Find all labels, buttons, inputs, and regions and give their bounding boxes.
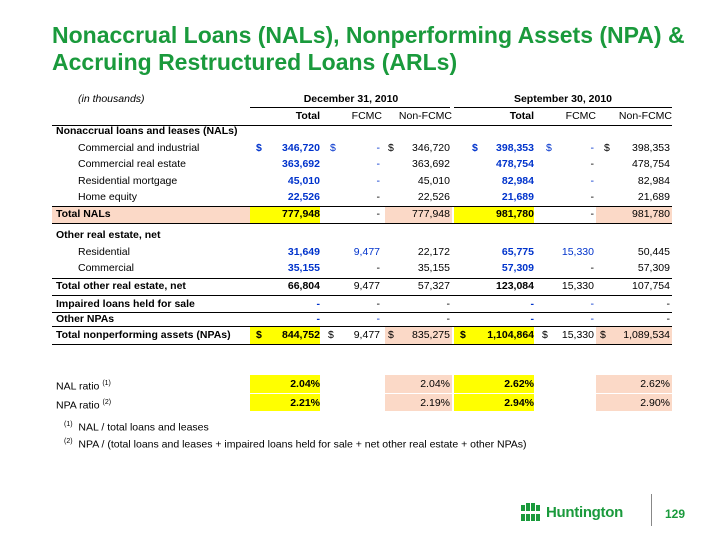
col-header: Non-FCMC (618, 110, 672, 122)
nal-npa-table: (in thousands) December 31, 2010 September 30, 2010 Total FCMC Non-FCMC Total FCMC Non-FCMC Nonaccrual loans and leases (NALs) Commercial and industrial $ 346,720 $ - $ 346,720 $ 398,353 $ - $ 398,353 Commercial real estate 363,692 - 363,692 478,754 - 478,754 Residential mortgage 45,010 - 45,010 82,984 - 82,984 Home equity 22,526 - 22,526 21,689 - 21,689 Total NALs 777,948 - 777,948 981,780 - 981,780 Other real estate, net Residential 31,649 9,477 22,172 65,775 15,330 50,445 Commercial 35,155 - 35,155 57,309 - 57,309 Total other real estate, net 66,804 9,477 57,327 123,084 15,330 107,754 Impaired loans held for sale - - - - - - Other NPAs - - - - - - Total nonperforming assets (NPAs) $ 844,752 $ 9,477 $ 835,275 $ 1,104,864 $ 15,330 $ 1,089,534 NAL ratio $^{(1)}$ 2.04% 2.04% 2.62% 2.62% NPA ratio $^{(2)}$ 2.21% 2.19% 2.94% 2.90% (52, 90, 682, 410)
col-header: Non-FCMC (398, 110, 452, 122)
row-label: NPA ratio $^{(2)}$ (56, 399, 112, 412)
row-label: Other NPAs (56, 313, 115, 325)
brand-name: Huntington (546, 503, 623, 521)
page-number: 129 (665, 507, 686, 521)
col-header: Total (509, 110, 534, 122)
cell-value: - (590, 142, 594, 154)
col-header: FCMC (565, 110, 596, 122)
cell-value: 398,353 (632, 142, 670, 154)
row-label: Total NALs (56, 208, 111, 220)
row-label: Total other real estate, net (56, 280, 186, 292)
section-label: Nonaccrual loans and leases (NALs) (56, 125, 238, 137)
cell-value: 346,720 (282, 142, 320, 154)
row-label: NAL ratio $^{(1)}$ (56, 380, 111, 393)
cell-value: - (376, 142, 380, 154)
row-label: Commercial real estate (78, 158, 186, 170)
row-label: Home equity (78, 191, 137, 203)
period-header: September 30, 2010 (513, 93, 613, 105)
page-title: Nonaccrual Loans (NALs), Nonperforming Assets (NPA) & Accruing Restructured Loans (ARLs) (52, 22, 685, 75)
footnote: $^{(2)}$ NPA / (total loans and leases + impaired loans held for sale + net other real estate + other NPAs) (64, 438, 527, 451)
row-label: Residential mortgage (78, 175, 178, 187)
footnote: $^{(1)}$ NAL / total loans and leases (64, 421, 209, 434)
period-header: December 31, 2010 (303, 93, 399, 105)
logo-mark-icon (520, 502, 542, 522)
row-label: Residential (78, 246, 130, 258)
cell-value: 346,720 (412, 142, 450, 154)
row-label: Total nonperforming assets (NPAs) (56, 329, 231, 341)
section-label: Other real estate, net (56, 229, 161, 241)
row-label: Commercial (78, 262, 135, 274)
col-header: Total (295, 110, 320, 122)
row-label: Impaired loans held for sale (56, 298, 195, 310)
footer-divider (651, 494, 652, 526)
units-label: (in thousands) (78, 93, 145, 105)
col-header: FCMC (351, 110, 382, 122)
cell-value: 398,353 (496, 142, 534, 154)
row-label: Commercial and industrial (78, 142, 200, 154)
huntington-logo (520, 502, 623, 522)
